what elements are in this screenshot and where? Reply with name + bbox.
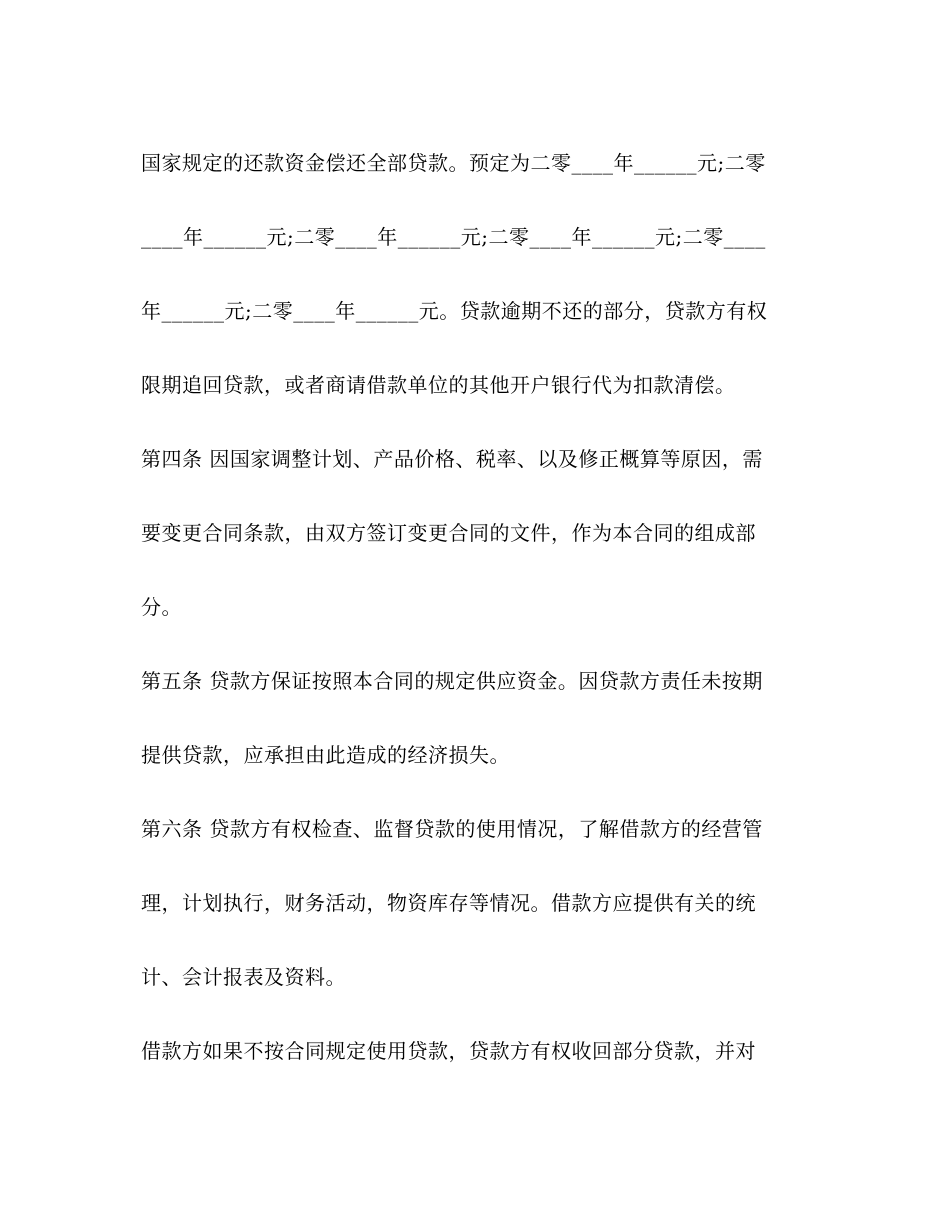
text-line: 理，计划执行，财务活动，物资库存等情况。借款方应提供有关的统 bbox=[141, 891, 756, 915]
text-line: 第四条 因国家调整计划、产品价格、税率、以及修正概算等原因，需 bbox=[141, 447, 763, 471]
text-line: ____年______元;二零____年______元;二零____年______元;二零____ bbox=[141, 225, 766, 249]
text-line: 借款方如果不按合同规定使用贷款，贷款方有权收回部分贷款，并对 bbox=[141, 1039, 756, 1063]
document-body bbox=[141, 139, 806, 1075]
text-line: 提供贷款，应承担由此造成的经济损失。 bbox=[141, 743, 510, 767]
text-line: 年______元;二零____年______元。贷款逾期不还的部分，贷款方有权 bbox=[141, 299, 768, 323]
text-line: 计、会计报表及资料。 bbox=[141, 965, 346, 989]
text-line: 第五条 贷款方保证按照本合同的规定供应资金。因贷款方责任未按期 bbox=[141, 669, 763, 693]
text-line: 要变更合同条款，由双方签订变更合同的文件，作为本合同的组成部 bbox=[141, 521, 756, 545]
text-line: 国家规定的还款资金偿还全部贷款。预定为二零____年______元;二零 bbox=[141, 151, 766, 175]
text-line: 限期追回贷款，或者商请借款单位的其他开户银行代为扣款清偿。 bbox=[141, 373, 736, 397]
text-line: 分。 bbox=[141, 595, 182, 619]
text-line: 第六条 贷款方有权检查、监督贷款的使用情况，了解借款方的经营管 bbox=[141, 817, 763, 841]
